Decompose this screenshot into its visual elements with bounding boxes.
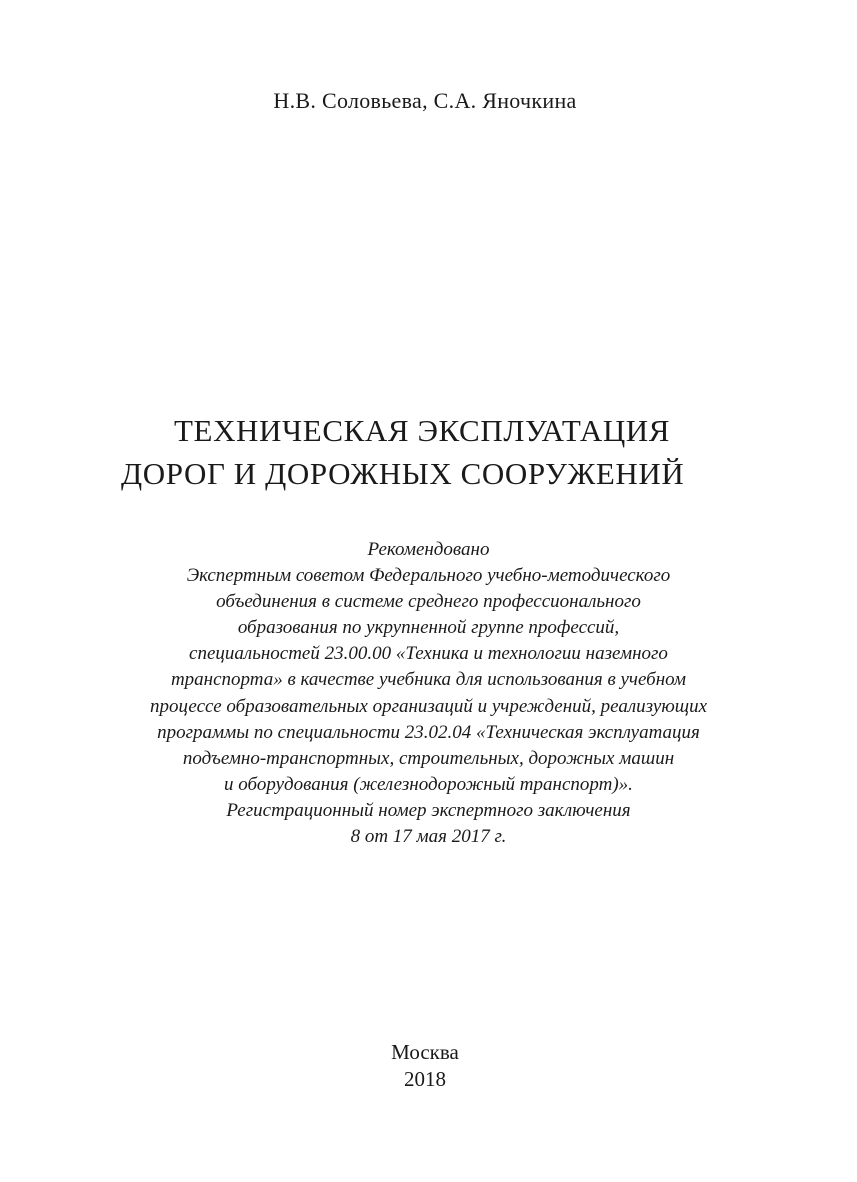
publication-year: 2018 (404, 1067, 446, 1091)
recommendation-line: специальностей 23.00.00 «Техника и технологии наземного (189, 643, 668, 665)
recommendation-line: Регистрационный номер экспертного заключения (226, 799, 631, 821)
recommendation-line: и оборудования (железнодорожный транспорт)». (224, 773, 633, 795)
recommendation-line: подъемно-транспортных, строительных, дорожных машин (182, 747, 675, 769)
imprint (0, 1039, 850, 1093)
recommendation-line: Экспертным советом Федерального учебно-методического (186, 565, 671, 587)
authors: Н.В. Соловьева, С.А. Яночкина (273, 88, 577, 113)
recommendation-line: процессе образовательных организаций и учреждений, реализующих (149, 695, 708, 717)
recommendation-line: Рекомендовано (367, 539, 490, 560)
recommendation-line: транспорта» в качестве учебника для использования в учебном (170, 669, 687, 691)
recommendation-line: образования по укрупненной группе профессий, (237, 617, 620, 639)
recommendation-block (0, 537, 857, 850)
recommendation-line: программы по специальности 23.02.04 «Техническая эксплуатация (157, 721, 700, 743)
book-title-line-1: ТЕХНИЧЕСКАЯ ЭКСПЛУАТАЦИЯ (174, 413, 671, 448)
recommendation-line: 8 от 17 мая 2017 г. (350, 826, 507, 848)
publication-city: Москва (391, 1040, 459, 1064)
book-title-line-2: ДОРОГ И ДОРОЖНЫХ СООРУЖЕНИЙ (121, 456, 685, 491)
recommendation-line: объединения в системе среднего профессионального (216, 591, 641, 613)
